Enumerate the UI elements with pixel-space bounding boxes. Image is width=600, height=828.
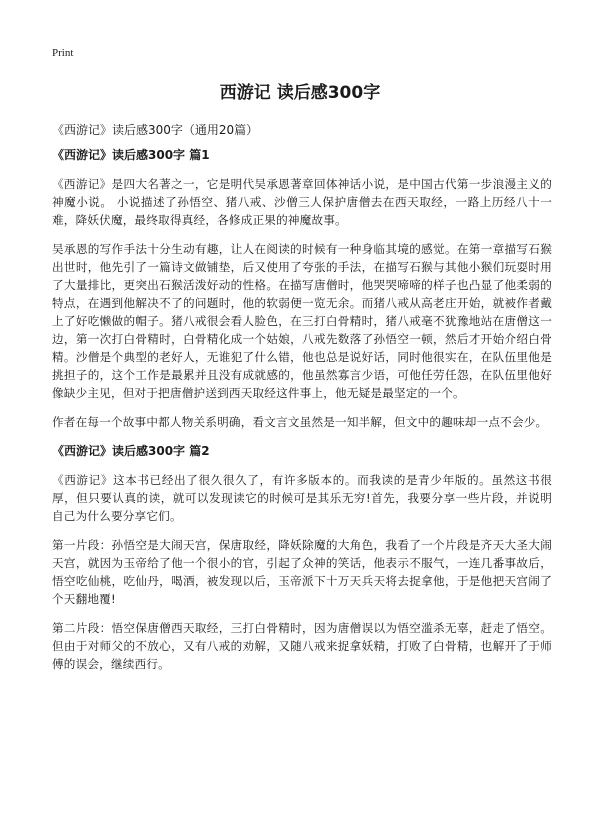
page-title: 西游记 读后感300字 — [219, 83, 381, 103]
paragraph: 第二片段：悟空保唐僧西天取经，三打白骨精时，因为唐僧误以为悟空滥杀无辜，赶走了悟空。但由于对师父的不放心，又有八戒的劝解，又随八戒来捉拿妖精，打败了白骨精，也解开了于师傅的误会，继续西行。 — [52, 621, 552, 671]
paragraph: 《西游记》是四大名著之一，它是明代吴承恩著章回体神话小说，是中国古代第一步浪漫主义的神魔小说。 小说描述了孙悟空、猪八戒、沙僧三人保护唐僧去在西天取经，一路上历经八十一难，降妖伏魔，最终取得真经，各修成正果的神魔故事。 — [52, 177, 552, 227]
paragraph: 第一片段：孙悟空是大闹天宫，保唐取经，降妖除魔的大角色，我看了一个片段是齐天大圣大闹天宫，就因为玉帝给了他一个很小的官，引起了众神的笑话，他表示不服气，一连几番事故后，悟空吃仙桃，吃仙丹，喝酒，被发现以后，玉帝派下十万天兵天将去捉拿他，于是他把天宫闹了个天翻地覆! — [52, 538, 552, 606]
section-heading: 《西游记》读后感300字 篇2 — [52, 444, 210, 458]
paragraph: 作者在每一个故事中都人物关系明确，看文言文虽然是一知半解，但文中的趣味却一点不会少。 — [52, 415, 548, 429]
section-heading: 《西游记》读后感300字 篇1 — [52, 148, 210, 162]
subtitle: 《西游记》读后感300字（通用20篇） — [52, 123, 259, 137]
print-link[interactable]: Print — [52, 47, 74, 59]
article-body — [52, 146, 552, 684]
paragraph: 吴承恩的写作手法十分生动有趣，让人在阅读的时候有一种身临其境的感觉。在第一章描写石猴出世时，他先引了一篇诗文做铺垫，后又使用了夸张的手法，在描写石猴与其他小猴们玩耍时用了大量排比，更突出石猴活泼好动的性格。在描写唐僧时，他哭哭啼啼的样子也凸显了他柔弱的特点，在遇到他解决不了的问题时，他的软弱便一览无余。而猪八戒从高老庄开始，就被作者戴上了好吃懒做的帽子。猪八戒很会看人脸色，在三打白骨精时，猪八戒毫不犹豫地站在唐僧这一边，第一次打白骨精时，白骨精化成一个姑娘，八戒先数落了孙悟空一顿，然后才开始介绍白骨精。沙僧是个典型的老好人，无谁犯了什么错，他也总是说好话，同时他很实在，在队伍里他是挑担子的，这个工作是最累并且没有成就感的，他虽然寡言少语，可他任劳任怨，在队伍里他好像缺少主见，但对于把唐僧护送到西天取经这件事上，他无疑是最坚定的一个。 — [52, 242, 552, 400]
paragraph: 《西游记》这本书已经出了很久很久了，有许多版本的。而我读的是青少年版的。虽然这书很厚，但只要认真的读，就可以发现读它的时候可是其乐无穷!首先，我要分享一些片段，并说明自己为什么要分享它们。 — [52, 473, 552, 523]
